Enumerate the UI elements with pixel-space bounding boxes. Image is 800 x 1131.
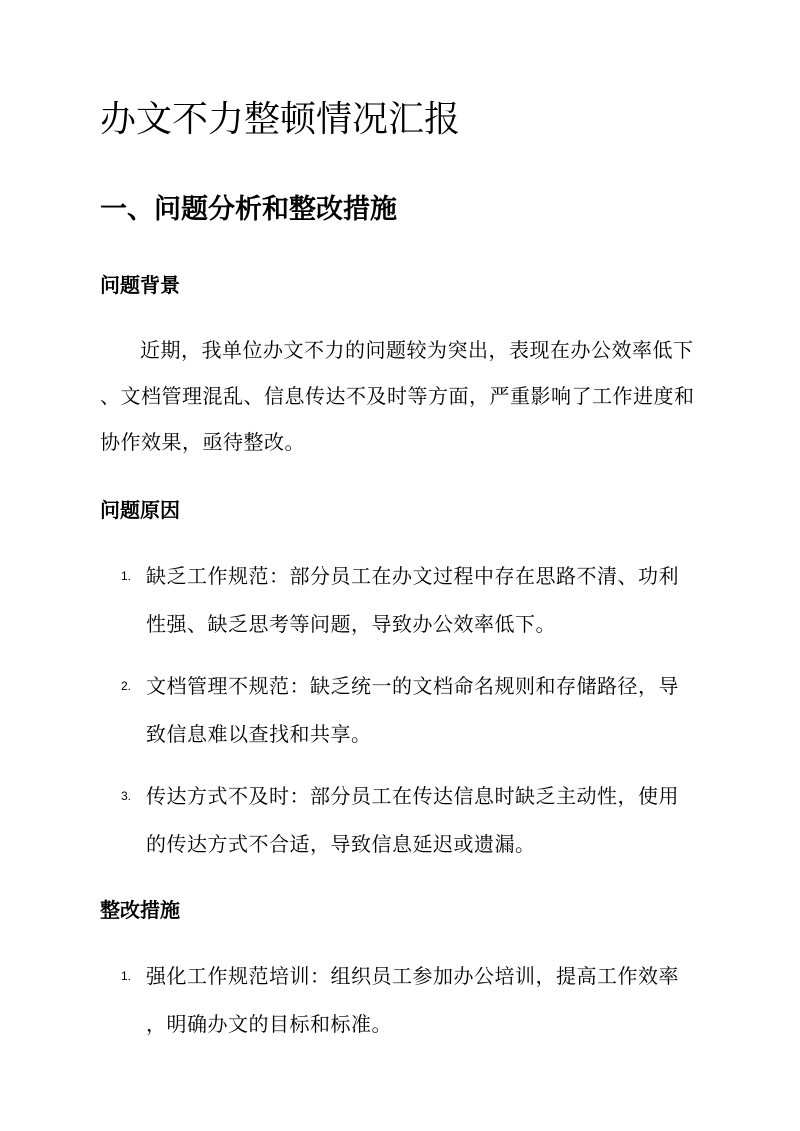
list-item-number: 1. [121, 969, 132, 983]
causes-heading: 问题原因 [100, 498, 180, 522]
measures-heading: 整改措施 [100, 898, 180, 922]
list-item-line: ，明确办文的目标和标准。 [146, 1012, 392, 1036]
section-heading: 一、问题分析和整改措施 [100, 194, 397, 225]
list-item-line: 的传达方式不合适，导致信息延迟或遗漏。 [146, 832, 536, 856]
list-item-line: 强化工作规范培训：组织员工参加办公培训，提高工作效率 [146, 964, 679, 988]
list-item-number: 1. [121, 569, 132, 583]
list-item-line: 性强、缺乏思考等问题，导致办公效率低下。 [146, 612, 556, 636]
list-item-number: 3. [121, 789, 132, 803]
list-item-line: 传达方式不及时：部分员工在传达信息时缺乏主动性，使用 [146, 784, 679, 808]
document-title: 办文不力整顿情况汇报 [100, 99, 461, 140]
list-item-number: 2. [121, 679, 132, 693]
paragraph-line: 协作效果，亟待整改。 [100, 430, 305, 454]
background-heading: 问题背景 [100, 273, 180, 297]
paragraph-line: 、文档管理混乱、信息传达不及时等方面，严重影响了工作进度和 [100, 384, 695, 408]
list-item-line: 文档管理不规范：缺乏统一的文档命名规则和存储路径，导 [146, 674, 679, 698]
list-item-line: 缺乏工作规范：部分员工在办文过程中存在思路不清、功利 [146, 564, 679, 588]
paragraph-line: 近期，我单位办文不力的问题较为突出，表现在办公效率低下 [140, 338, 694, 362]
list-item-line: 致信息难以查找和共享。 [146, 722, 372, 746]
